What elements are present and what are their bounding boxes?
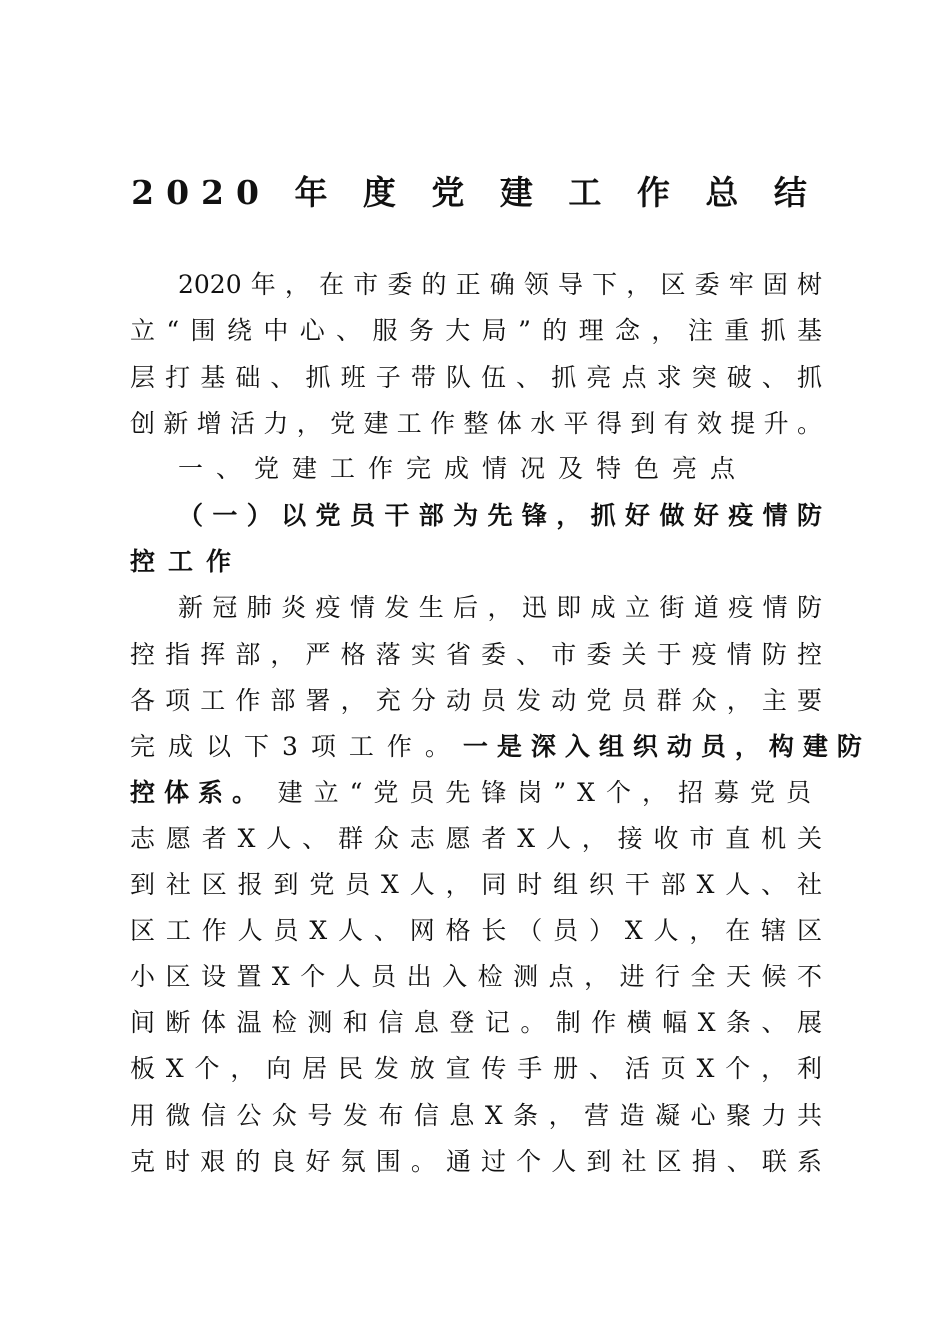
section-heading: 一、党建工作完成情况及特色亮点 <box>178 454 749 483</box>
bold-emphasis: 一是深入组织动员，构建防 <box>462 732 871 761</box>
document-title: 2020 年 度 党 建 工 作 总 结 <box>131 173 819 212</box>
paragraph-line: 创新增活力，党建工作整体水平得到有效提升。 <box>130 409 822 438</box>
paragraph-line: 立“围绕中心、服务大局”的理念，注重抓基 <box>130 316 822 345</box>
bold-emphasis: 控体系。 <box>130 778 267 807</box>
paragraph-line: 克时艰的良好氛围。通过个人到社区捐、联系 <box>130 1147 822 1176</box>
paragraph-line: 2020年，在市委的正确领导下，区委牢固树 <box>178 270 822 299</box>
paragraph-line: 区工作人员X人、网格长（员）X人，在辖区 <box>130 916 822 945</box>
paragraph-line-mixed <box>130 724 871 770</box>
paragraph-segment: 完成以下3项工作。 <box>130 732 463 761</box>
subsection-heading-continued: 控工作 <box>130 547 245 576</box>
paragraph-line-mixed <box>130 770 822 816</box>
paragraph-line: 新冠肺炎疫情发生后，迅即成立街道疫情防 <box>178 593 822 622</box>
paragraph-line: 小区设置X个人员出入检测点，进行全天候不 <box>130 962 822 991</box>
paragraph-line: 控指挥部，严格落实省委、市委关于疫情防控 <box>130 640 822 669</box>
paragraph-segment: 建立“党员先锋岗”X个，招募党员 <box>277 778 822 807</box>
paragraph-line: 各项工作部署，充分动员发动党员群众，主要 <box>130 686 822 715</box>
paragraph-line: 板X个，向居民发放宣传手册、活页X个，利 <box>130 1054 822 1083</box>
paragraph-line: 志愿者X人、群众志愿者X人，接收市直机关 <box>130 824 822 853</box>
paragraph-line: 用微信公众号发布信息X条，营造凝心聚力共 <box>130 1101 822 1130</box>
paragraph-line: 间断体温检测和信息登记。制作横幅X条、展 <box>130 1008 822 1037</box>
paragraph-line: 到社区报到党员X人，同时组织干部X人、社 <box>130 870 822 899</box>
subsection-heading: （一）以党员干部为先锋，抓好做好疫情防 <box>178 501 822 530</box>
paragraph-line: 层打基础、抓班子带队伍、抓亮点求突破、抓 <box>130 363 822 392</box>
